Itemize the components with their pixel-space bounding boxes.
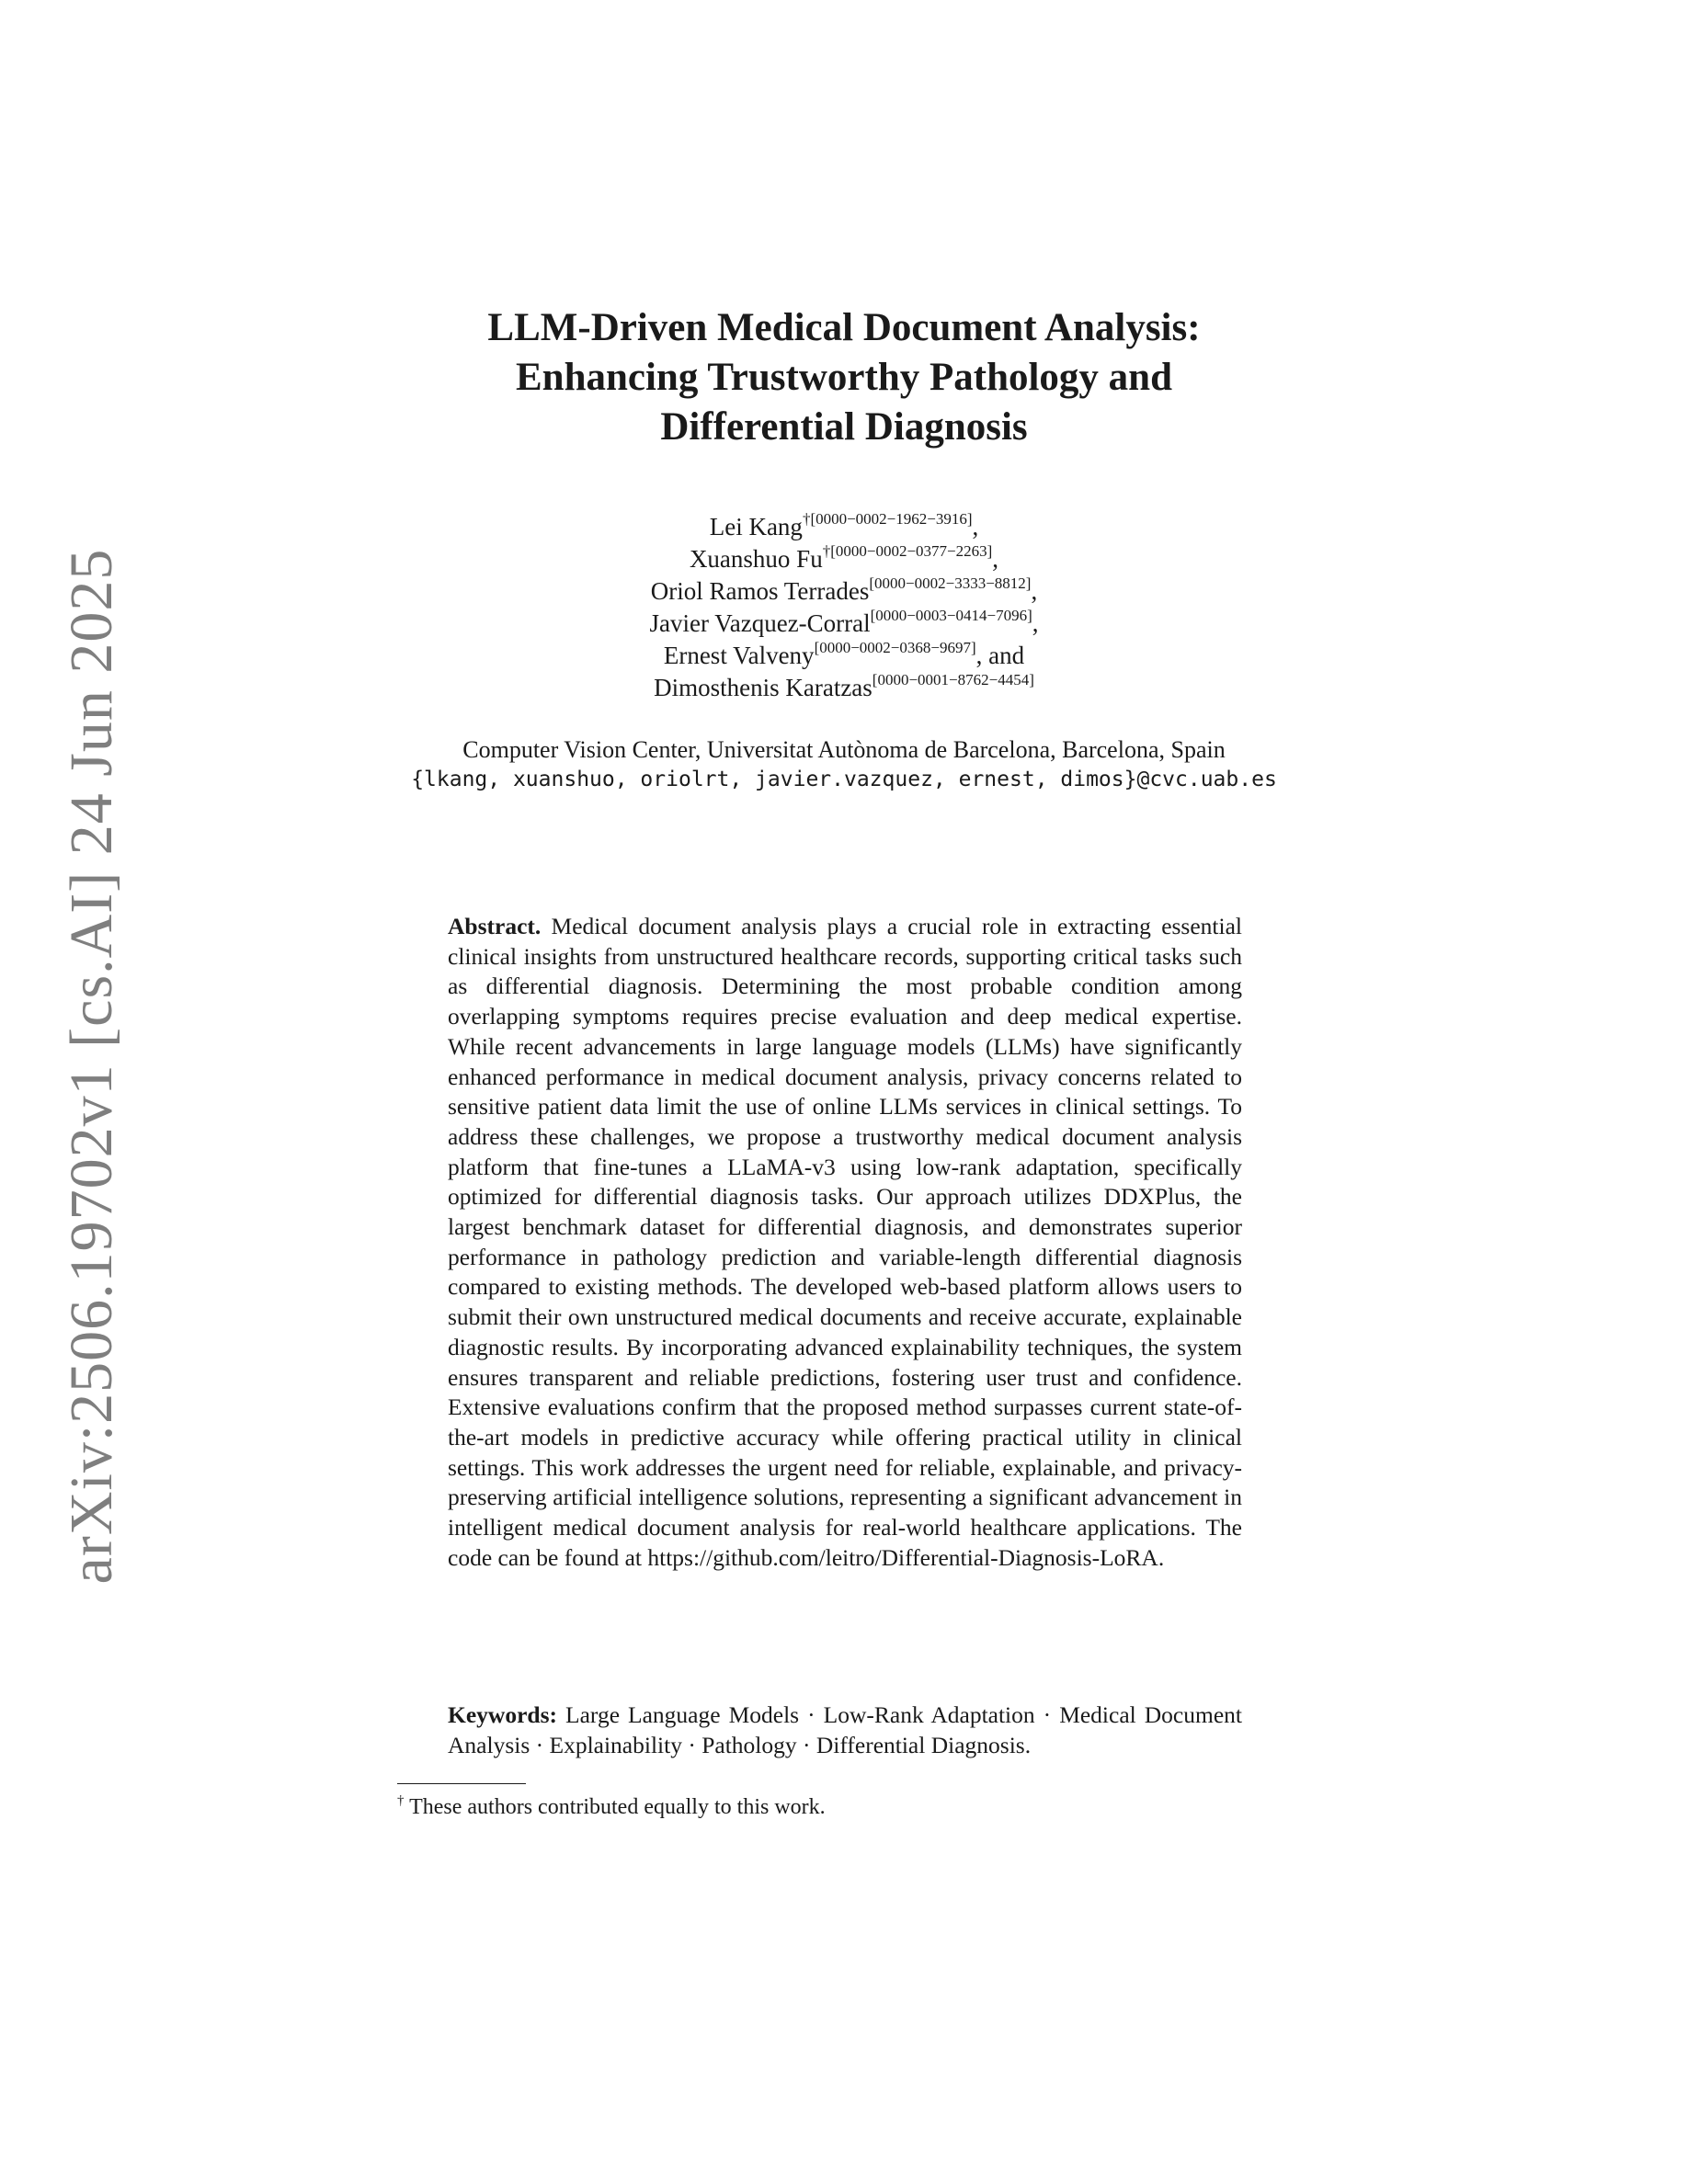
author-name: Lei Kang	[709, 513, 803, 540]
author-suffix: ,	[1032, 609, 1039, 637]
author-name: Ernest Valveny	[663, 642, 815, 669]
author-orcid: [0000−0001−8762−4454]	[872, 671, 1034, 688]
author-entry	[0, 640, 1688, 672]
author-emails: {lkang, xuanshuo, oriolrt, javier.vazquez, ernest, dimos}@cvc.uab.es	[411, 768, 1277, 791]
author-suffix: ,	[1031, 577, 1038, 605]
author-orcid: [0000−0002−0368−9697]	[814, 639, 976, 656]
author-entry	[0, 608, 1688, 640]
author-suffix: ,	[972, 513, 979, 540]
abstract-text: Medical document analysis plays a crucial role in extracting essential clinical insights from unstructured healthcare records, supporting critical tasks such as differential diagnosis. Determining the most probable condition among overlapping symptoms requires precise evaluation and deep medical expertise. While recent advancements in large language models (LLMs) have significantly enhanced performance in medical document analysis, privacy concerns related to sensitive patient data limit the use of online LLMs services in clinical settings. To address these challenges, we propose a trustworthy medical document analysis platform that fine-tunes a LLaMA-v3 using low-rank adaptation, specifically optimized for differential diagnosis tasks. Our approach utilizes DDXPlus, the largest benchmark dataset for differential diagnosis, and demonstrates superior performance in pathology prediction and variable-length differential diagnosis compared to existing methods. The developed web-based platform allows users to submit their own unstructured medical documents and receive accurate, explainable diagnostic results. By incorporating advanced explainability techniques, the system ensures transparent and reliable predictions, fostering user trust and confidence. Extensive evaluations confirm that the proposed method surpasses current state-of-the-art models in predictive accuracy while offering practical utility in clinical settings. This work addresses the urgent need for reliable, explainable, and privacy-preserving artificial intelligence solutions, representing a significant advancement in intelligent medical document analysis for real-world healthcare applications. The code can be found at https://github.com/leitro/Differential-Diagnosis-LoRA.	[448, 913, 1242, 1571]
author-orcid: [0000−0002−3333−8812]	[869, 574, 1032, 592]
title-line-2: Enhancing Trustworthy Pathology and	[515, 356, 1173, 399]
author-suffix: , and	[975, 642, 1025, 669]
author-suffix: ,	[992, 545, 999, 573]
author-name: Oriol Ramos Terrades	[650, 577, 870, 605]
author-orcid: [0000−0002−0377−2263]	[830, 542, 993, 560]
keywords	[448, 1701, 1242, 1760]
author-name: Javier Vazquez-Corral	[649, 609, 871, 637]
keywords-text: Large Language Models · Low-Rank Adaptation · Medical Document Analysis · Explainability · Pathology · Differential Diagnosis.	[448, 1701, 1242, 1758]
author-entry	[0, 672, 1688, 704]
author-name: Xuanshuo Fu	[689, 545, 823, 573]
author-mark: †	[822, 542, 831, 560]
author-orcid: [0000−0003−0414−7096]	[870, 607, 1032, 624]
title-line-1: LLM-Driven Medical Document Analysis:	[487, 306, 1201, 349]
author-entry	[0, 543, 1688, 575]
footnote-mark: †	[397, 1793, 405, 1808]
footnote-rule	[397, 1783, 526, 1784]
abstract-label: Abstract.	[448, 913, 542, 939]
keywords-label: Keywords:	[448, 1701, 557, 1728]
paper-title	[0, 303, 1688, 452]
author-mark: †	[802, 510, 811, 528]
author-entry	[0, 575, 1688, 608]
author-name: Dimosthenis Karatzas	[654, 674, 873, 701]
footnote	[397, 1792, 826, 1822]
affiliation-block	[0, 735, 1688, 794]
affiliation: Computer Vision Center, Universitat Autònoma de Barcelona, Barcelona, Spain	[462, 736, 1226, 763]
author-orcid: [0000−0002−1962−3916]	[810, 510, 973, 528]
arxiv-identifier: arXiv:2506.19702v1 [cs.AI] 24 Jun 2025	[58, 548, 125, 1585]
title-line-3: Differential Diagnosis	[660, 405, 1028, 449]
abstract	[448, 912, 1242, 1573]
author-list	[0, 511, 1688, 704]
footnote-text: These authors contributed equally to this work.	[409, 1795, 826, 1819]
author-entry	[0, 511, 1688, 543]
